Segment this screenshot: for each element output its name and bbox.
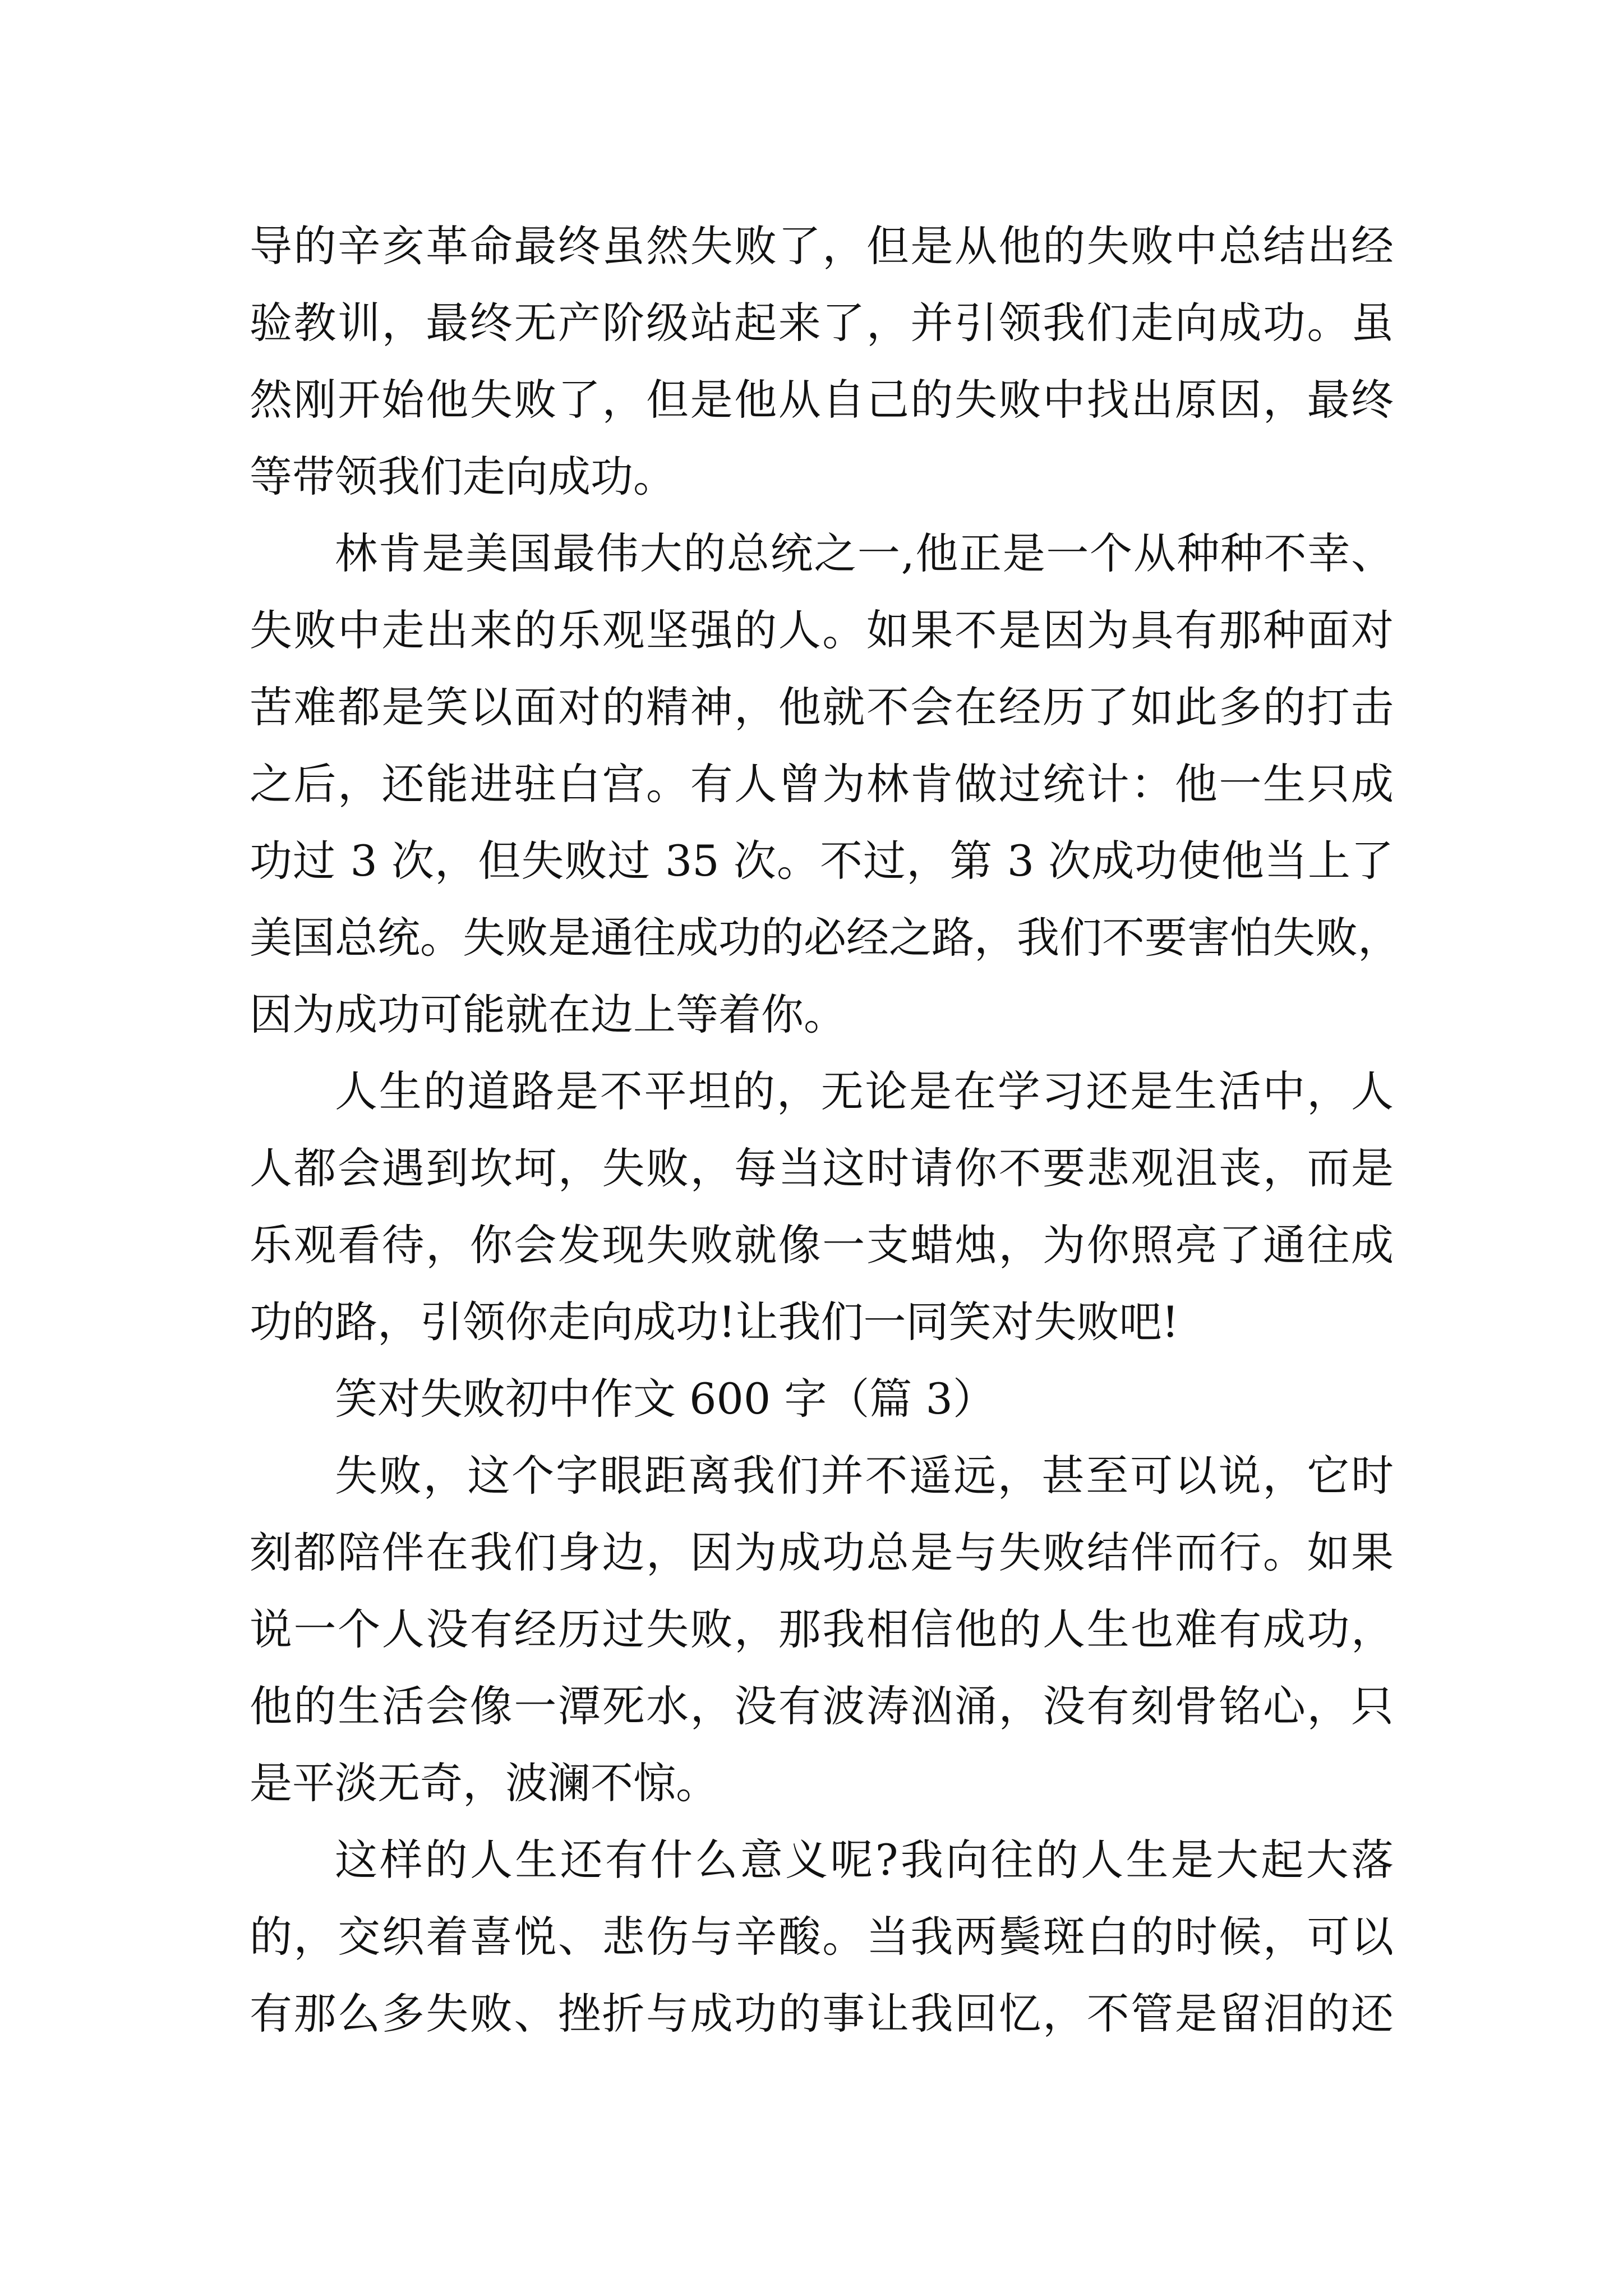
- text-line: 验教训，最终无产阶级站起来了，并引领我们走向成功。虽: [250, 298, 1394, 348]
- text-line: 之后，还能进驻白宫。有人曾为林肯做过统计：他一生只成: [250, 759, 1394, 809]
- text-line: 有那么多失败、挫折与成功的事让我回忆，不管是留泪的还: [250, 1989, 1394, 2039]
- document-body: [250, 208, 1400, 2052]
- text-line: 然刚开始他失败了，但是他从自己的失败中找出原因，最终: [250, 375, 1394, 425]
- text-line: 笑对失败初中作文 600 字（篇 3）: [335, 1374, 995, 1424]
- text-line: 人生的道路是不平坦的，无论是在学习还是生活中，人: [335, 1066, 1394, 1116]
- paragraph: [250, 208, 1394, 515]
- text-line: 这样的人生还有什么意义呢?我向往的人生是大起大落: [335, 1835, 1394, 1885]
- section-heading: [250, 1360, 1394, 1437]
- paragraph: [250, 1821, 1394, 2052]
- text-line: 他的生活会像一潭死水，没有波涛汹涌，没有刻骨铭心，只: [250, 1681, 1394, 1731]
- text-line: 等带领我们走向成功。: [250, 452, 676, 501]
- text-line: 苦难都是笑以面对的精神，他就不会在经历了如此多的打击: [250, 682, 1394, 732]
- text-line: 的，交织着喜悦、悲伤与辛酸。当我两鬓斑白的时候，可以: [250, 1912, 1394, 1962]
- text-line: 因为成功可能就在边上等着你。: [250, 990, 846, 1039]
- text-line: 导的辛亥革命最终虽然失败了，但是从他的失败中总结出经: [250, 221, 1394, 271]
- paragraph: [250, 515, 1400, 1053]
- text-line: 美国总统。失败是通往成功的必经之路，我们不要害怕失败，: [250, 913, 1400, 963]
- text-line: 乐观看待，你会发现失败就像一支蜡烛，为你照亮了通往成: [250, 1220, 1394, 1270]
- paragraph: [250, 1053, 1394, 1360]
- text-line: 说一个人没有经历过失败，那我相信他的人生也难有成功，: [250, 1604, 1394, 1654]
- text-line: 功过 3 次，但失败过 35 次。不过，第 3 次成功使他当上了: [250, 836, 1394, 886]
- text-line: 人都会遇到坎坷，失败，每当这时请你不要悲观沮丧，而是: [250, 1143, 1394, 1193]
- text-line: 林肯是美国最伟大的总统之一,他正是一个从种种不幸、: [335, 528, 1394, 578]
- text-line: 是平淡无奇，波澜不惊。: [250, 1758, 718, 1808]
- text-line: 失败，这个字眼距离我们并不遥远，甚至可以说，它时: [335, 1451, 1394, 1501]
- text-line: 失败中走出来的乐观坚强的人。如果不是因为具有那种面对: [250, 605, 1394, 655]
- text-line: 刻都陪伴在我们身边，因为成功总是与失败结伴而行。如果: [250, 1527, 1394, 1577]
- text-line: 功的路，引领你走向成功!让我们一同笑对失败吧!: [250, 1297, 1179, 1347]
- paragraph: [250, 1437, 1394, 1821]
